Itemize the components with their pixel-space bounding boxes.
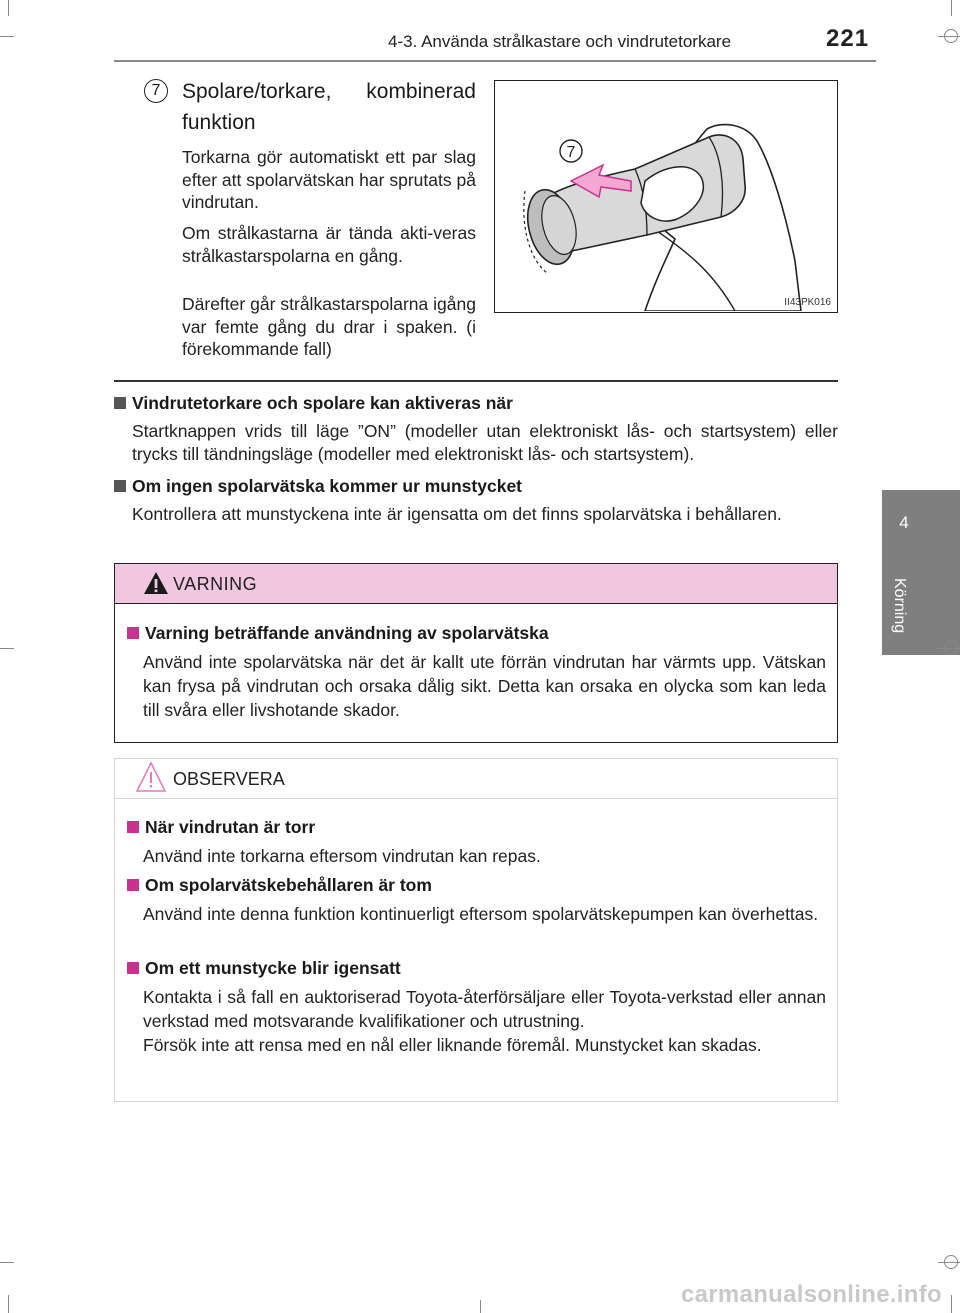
section-title: 4-3. Använda strålkastare och vindrutetorkare (388, 32, 732, 51)
notice-heading-3 (127, 958, 401, 979)
notice-header (115, 759, 837, 799)
notice-heading-1-text: När vindrutan är torr (145, 817, 316, 837)
registration-mark (944, 29, 958, 43)
bullet-square-icon (127, 627, 139, 639)
notice-title: OBSERVERA (173, 769, 285, 789)
figure-callout: 7 (566, 144, 576, 161)
note-heading-1 (114, 393, 513, 414)
note-text-2: Kontrollera att munstyckena inte är igensatta om det finns spolarvätska i behållaren. (132, 504, 782, 524)
notice-box (114, 758, 838, 1102)
bullet-square-icon (114, 397, 126, 409)
warning-triangle-icon (143, 570, 169, 596)
crop-mark (0, 36, 14, 37)
crop-mark (0, 1262, 14, 1263)
notice-heading-2 (127, 875, 432, 896)
warning-heading-text: Varning beträffande användning av spolarvätska (145, 623, 549, 643)
bullet-square-icon (127, 821, 139, 833)
warning-header (115, 564, 837, 604)
crop-mark (951, 0, 952, 16)
note-heading-2-text: Om ingen spolarvätska kommer ur munstycket (132, 476, 522, 496)
crop-mark (480, 1300, 481, 1313)
bullet-square-icon (127, 879, 139, 891)
note-text-1: Startknappen vrids till läge ”ON” (modeller utan elektroniskt lås- och startsystem) eller trycks till tändningsläge (modeller med elektroniskt lås- och startsystem). (132, 421, 838, 464)
crop-mark (951, 1295, 952, 1313)
bullet-square-icon (127, 962, 139, 974)
notice-text-1: Använd inte torkarna eftersom vindrutan kan repas. (143, 846, 541, 866)
chapter-label: Körning (891, 578, 908, 634)
header-rule (114, 60, 876, 62)
bullet-square-icon (114, 480, 126, 492)
registration-mark (944, 641, 958, 655)
crop-mark (0, 648, 14, 649)
warning-title: VARNING (173, 574, 258, 594)
notice-heading-3-text: Om ett munstycke blir igensatt (145, 958, 401, 978)
notice-heading-1 (127, 817, 315, 838)
crop-mark (8, 0, 9, 16)
chapter-number: 4 (899, 513, 909, 532)
notice-heading-2-text: Om spolarvätskebehållaren är tom (145, 875, 432, 895)
item-paragraph-2a: Om strålkastarna är tända akti-veras strålkastarspolarna en gång. (182, 223, 476, 266)
watermark[interactable]: carmanualsonline.info (680, 1281, 942, 1308)
section-divider (114, 380, 838, 382)
caution-triangle-icon (135, 761, 167, 793)
note-heading-2 (114, 476, 522, 497)
warning-box (114, 563, 838, 743)
note-heading-1-text: Vindrutetorkare och spolare kan aktiveras när (132, 393, 513, 413)
wiper-lever-figure (494, 80, 838, 313)
item-paragraph-2b: Därefter går strålkastarspolarna igång var femte gång du drar i spaken. (i förekommande fall) (182, 294, 476, 359)
item-number-badge: 7 (144, 79, 168, 103)
registration-mark (944, 1255, 958, 1269)
page-number: 221 (826, 25, 870, 52)
hand-lever-illustration (495, 81, 836, 311)
notice-text-3: Kontakta i så fall en auktoriserad Toyota-återförsäljare eller Toyota-verkstad eller annan verkstad med motsvarande kvalifikationer och utrustning. (143, 987, 826, 1031)
notice-text-2: Använd inte denna funktion kontinuerligt eftersom spolarvätskepumpen kan överhettas. (143, 904, 819, 924)
crop-mark (8, 1295, 9, 1313)
item-title: Spolare/torkare, kombinerad funktion (182, 80, 476, 134)
figure-code: II43PK016 (784, 297, 831, 308)
warning-text: Använd inte spolarvätska när det är kallt ute förrän vindrutan har värmts upp. Vätskan kan frysa på vindrutan och orsaka dålig sikt. Detta kan orsaka en olycka som kan leda till svåra eller livshotande skador. (143, 652, 826, 720)
notice-text-3b: Försök inte att rensa med en nål eller liknande föremål. Munstycket kan skadas. (143, 1035, 762, 1055)
item-paragraph-1: Torkarna gör automatiskt ett par slag efter att spolarvätskan har sprutats på vindrutan. (182, 147, 476, 212)
warning-heading (127, 623, 549, 644)
